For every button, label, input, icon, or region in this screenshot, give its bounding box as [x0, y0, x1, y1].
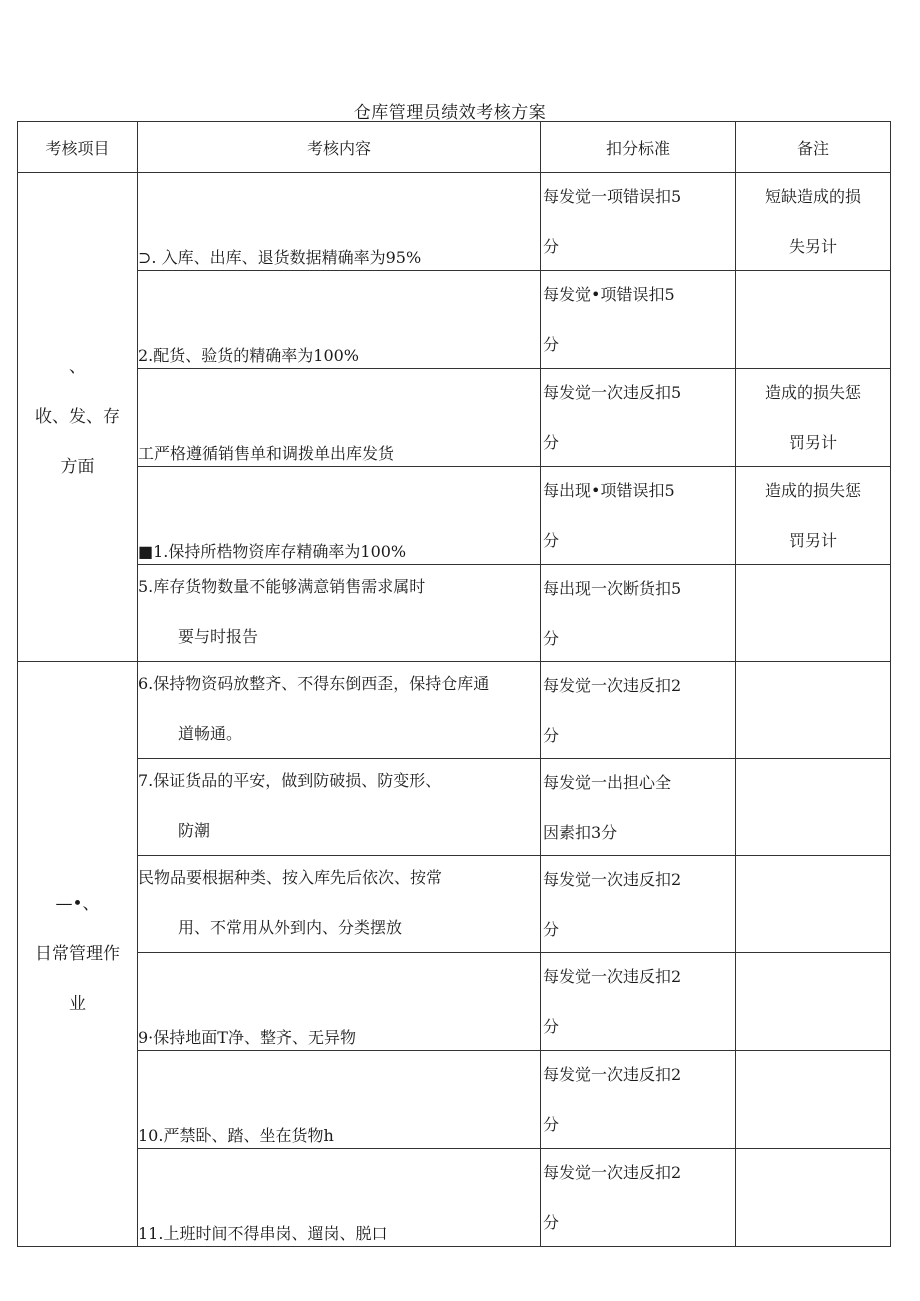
content-line: 7.保证货品的平安，做到防破损、防变形、 [138, 771, 442, 790]
deduction-line: 每发觉一次违反扣2 [543, 676, 682, 695]
content-text: 9·保持地面T净、整齐、无异物 [138, 1028, 356, 1047]
deduction-cell [541, 662, 736, 759]
deduction-line: 分 [543, 433, 560, 452]
deduction-line: 每发觉一项错误扣5 [543, 187, 682, 206]
table-row [18, 1051, 891, 1149]
header-item: 考核项目 [18, 122, 138, 173]
table-header-row [18, 122, 891, 173]
deduction-line: 分 [543, 531, 560, 550]
deduction-line: 分 [543, 1017, 560, 1036]
content-cell [138, 856, 541, 953]
content-line: 6.保持物资码放整齐、不得东倒西歪，保持仓库通 [138, 674, 490, 693]
category-line: 收、发、存 [35, 407, 120, 427]
table-row [18, 953, 891, 1051]
content-line: 要与时报告 [178, 627, 259, 646]
deduction-cell [541, 565, 736, 662]
content-text: 11.上班时间不得串岗、遛岗、脱口 [138, 1224, 388, 1243]
deduction-cell [541, 1149, 736, 1247]
remark-cell [736, 953, 891, 1051]
deduction-line: 分 [543, 237, 560, 256]
deduction-line: 分 [543, 335, 560, 354]
content-cell [138, 173, 541, 271]
header-remark: 备注 [736, 122, 891, 173]
deduction-line: 分 [543, 726, 560, 745]
category-line: —•、 [55, 894, 100, 914]
remark-line: 罚另计 [788, 433, 837, 452]
content-text: 工严格遵循销售单和调拨单出库发货 [138, 444, 395, 463]
document-title: 仓库管理员绩效考核方案 [353, 103, 547, 123]
deduction-line: 每发觉一次违反扣2 [543, 1065, 682, 1084]
content-cell [138, 565, 541, 662]
remark-cell [736, 1051, 891, 1149]
table-row [18, 1149, 891, 1247]
content-cell [138, 467, 541, 565]
category-cell-receiving [18, 173, 138, 662]
table-row [18, 565, 891, 662]
content-cell [138, 662, 541, 759]
content-text: ■1.保持所梏物资库存精确率为100% [138, 542, 407, 561]
content-cell [138, 953, 541, 1051]
remark-line: 造成的损失惩 [764, 481, 861, 500]
assessment-table [17, 121, 891, 1247]
table-row [18, 271, 891, 369]
category-line: 方面 [60, 457, 95, 477]
content-line: 5.库存货物数量不能够满意销售需求属时 [138, 577, 426, 596]
deduction-cell [541, 467, 736, 565]
remark-line: 罚另计 [788, 531, 837, 550]
content-line: 用、不常用从外到内、分类摆放 [178, 918, 403, 937]
deduction-line: 每发觉一次违反扣2 [543, 967, 682, 986]
table-row [18, 662, 891, 759]
table-row [18, 369, 891, 467]
remark-cell [736, 565, 891, 662]
content-cell [138, 271, 541, 369]
remark-line: 失另计 [788, 237, 837, 256]
deduction-cell [541, 856, 736, 953]
deduction-line: 每出现一次断货扣5 [543, 579, 682, 598]
remark-cell [736, 173, 891, 271]
table-row [18, 467, 891, 565]
category-line: 、 [69, 357, 86, 377]
header-deduction: 扣分标准 [541, 122, 736, 173]
remark-cell [736, 662, 891, 759]
deduction-line: 因素扣3分 [543, 823, 618, 842]
category-line: 业 [69, 994, 86, 1014]
content-cell [138, 1149, 541, 1247]
content-text: ⊃. 入库、出库、退货数据精确率为95% [138, 248, 422, 267]
remark-cell [736, 1149, 891, 1247]
deduction-line: 每发觉•项错误扣5 [543, 285, 675, 304]
content-text: 10.严禁卧、踏、坐在货物h [138, 1126, 334, 1145]
header-content: 考核内容 [138, 122, 541, 173]
remark-cell [736, 759, 891, 856]
remark-line: 造成的损失惩 [764, 383, 861, 402]
remark-line: 短缺造成的损 [764, 187, 861, 206]
deduction-line: 分 [543, 1115, 560, 1134]
deduction-line: 每发觉一次违反扣5 [543, 383, 682, 402]
content-text: 2.配货、验货的精确率为100% [138, 346, 360, 365]
deduction-line: 分 [543, 629, 560, 648]
deduction-cell [541, 1051, 736, 1149]
content-line: 民物品要根据种类、按入库先后依次、按常 [138, 868, 443, 887]
content-line: 防潮 [178, 821, 211, 840]
table-row [18, 856, 891, 953]
remark-cell [736, 467, 891, 565]
deduction-cell [541, 369, 736, 467]
category-line: 日常管理作 [35, 944, 120, 964]
category-cell-daily [18, 662, 138, 1247]
content-line: 道畅通。 [178, 724, 243, 743]
deduction-cell [541, 173, 736, 271]
deduction-line: 每发觉一出担心全 [543, 773, 672, 792]
remark-cell [736, 271, 891, 369]
deduction-line: 每发觉一次违反扣2 [543, 1163, 682, 1182]
remark-cell [736, 856, 891, 953]
deduction-line: 分 [543, 1213, 560, 1232]
content-cell [138, 369, 541, 467]
deduction-cell [541, 759, 736, 856]
remark-cell [736, 369, 891, 467]
content-cell [138, 759, 541, 856]
deduction-line: 每出现•项错误扣5 [543, 481, 675, 500]
content-cell [138, 1051, 541, 1149]
deduction-line: 每发觉一次违反扣2 [543, 870, 682, 889]
deduction-line: 分 [543, 920, 560, 939]
table-row [18, 173, 891, 271]
deduction-cell [541, 271, 736, 369]
deduction-cell [541, 953, 736, 1051]
table-row [18, 759, 891, 856]
